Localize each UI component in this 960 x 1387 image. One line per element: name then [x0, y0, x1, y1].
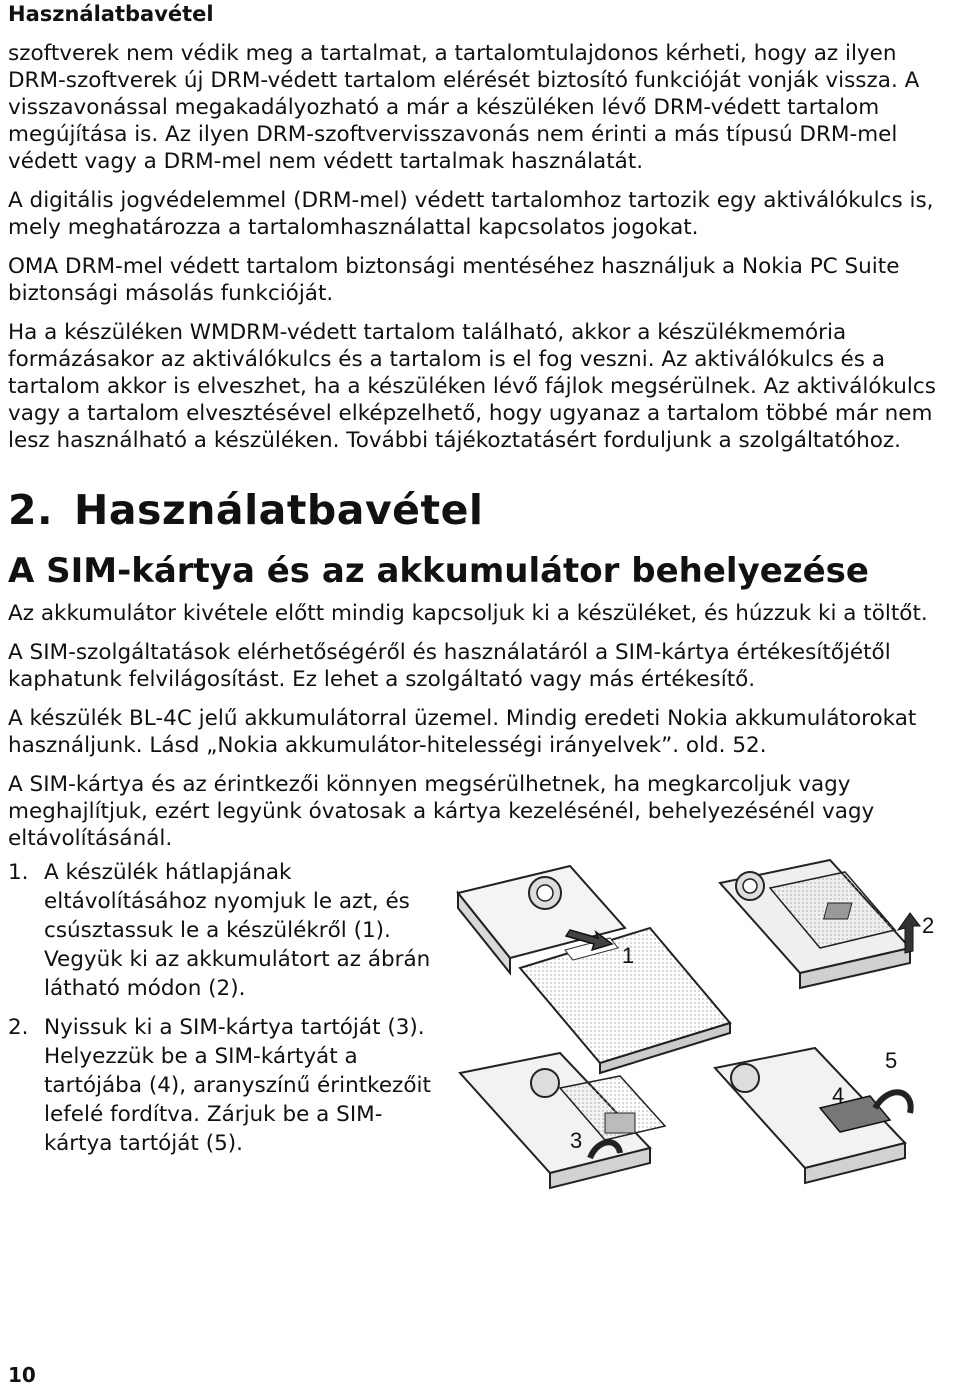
paragraph: OMA DRM-mel védett tartalom biztonsági mentéséhez használjuk a Nokia PC Suite biztonsági másolás funkcióját. [8, 254, 900, 306]
phone-sim-holder-drawing [460, 1053, 665, 1188]
paragraph: A digitális jogvédelemmel (DRM-mel) védett tartalomhoz tartozik egy aktiválókulcs is, mely meghatározza a tartalomhasználattal kapcsolatos jogokat. [8, 188, 934, 240]
paragraph: A SIM-szolgáltatások elérhetőségéről és használatáról a SIM-kártya értékesítőjétől kaphatunk felvilágosítást. Ez lehet a szolgáltató vagy más értékesítő. [8, 640, 891, 692]
step-number: 2. [8, 1015, 29, 1040]
paragraph: Az akkumulátor kivétele előtt mindig kapcsoljuk ki a készüléket, és húzzuk ki a töltőt. [8, 601, 928, 626]
step-text: Nyissuk ki a SIM-kártya tartóját (3). Helyezzük be a SIM-kártyát a tartójába (4), aranyszínű érintkezőit lefelé fordítva. Zárjuk be a SIM-kártya tartóját (5). [44, 1015, 431, 1156]
page-number: 10 [8, 1363, 36, 1387]
chapter-number: 2. [8, 486, 54, 534]
section-heading: A SIM-kártya és az akkumulátor behelyezése [8, 551, 869, 591]
paragraph: A SIM-kártya és az érintkezői könnyen megsérülhetnek, ha megkarcoljuk vagy meghajlítjuk, ezért legyünk óvatosak a kártya kezelésénél, behelyezésénél vagy eltávolításánál. [8, 772, 875, 851]
figure-label: 5 [885, 1048, 898, 1073]
figure-label: 2 [922, 913, 935, 938]
phone-sim-insert-drawing [715, 1048, 905, 1183]
step-list [8, 858, 448, 1168]
figure-label: 1 [622, 943, 635, 968]
phone-battery-drawing [720, 860, 910, 988]
list-item [8, 1013, 448, 1158]
running-header: Használatbavétel [8, 2, 214, 26]
phone-battery-sim-illustration [450, 858, 955, 1218]
figure-label: 3 [570, 1128, 583, 1153]
paragraph: A készülék BL-4C jelű akkumulátorral üzemel. Mindig eredeti Nokia akkumulátorokat használjunk. Lásd „Nokia akkumulátor-hitelességi irányelvek”. old. 52. [8, 706, 917, 758]
section-text [8, 600, 953, 864]
figure-label: 4 [832, 1083, 845, 1108]
step-text: A készülék hátlapjának eltávolításához nyomjuk le azt, és csúsztassuk le a készülékről (1). Vegyük ki az akkumulátort az ábrán látható módon (2). [44, 860, 431, 1001]
chapter-title: Használatbavétel [74, 486, 484, 534]
intro-text [8, 40, 953, 466]
list-item [8, 858, 448, 1003]
phone-back-cover-drawing [458, 866, 730, 1073]
paragraph: szoftverek nem védik meg a tartalmat, a tartalomtulajdonos kérheti, hogy az ilyen DRM-szoftverek új DRM-védett tartalom elérését biztosító funkcióját vonják vissza. A visszavonással megakadályozható a már a készüléken lévő DRM-védett tartalom megújítása is. Az ilyen DRM-szoftvervisszavonás nem érinti a más típusú DRM-mel védett vagy a DRM-mel nem védett tartalmak használatát. [8, 41, 920, 174]
chapter-heading [8, 486, 483, 534]
step-number: 1. [8, 860, 29, 885]
paragraph: Ha a készüléken WMDRM-védett tartalom található, akkor a készülékmemória formázásakor az aktiválókulcs és a tartalom is el fog veszni. Az aktiválókulcs és a tartalom akkor is elveszhet, ha a készüléken lévő fájlok megsérülnek. Az aktiválókulcs vagy a tartalom elvesztésével elképzelhető, hogy ugyanaz a tartalom többé már nem lesz használható a készüléken. További tájékoztatásért forduljunk a szolgáltatóhoz. [8, 320, 936, 453]
